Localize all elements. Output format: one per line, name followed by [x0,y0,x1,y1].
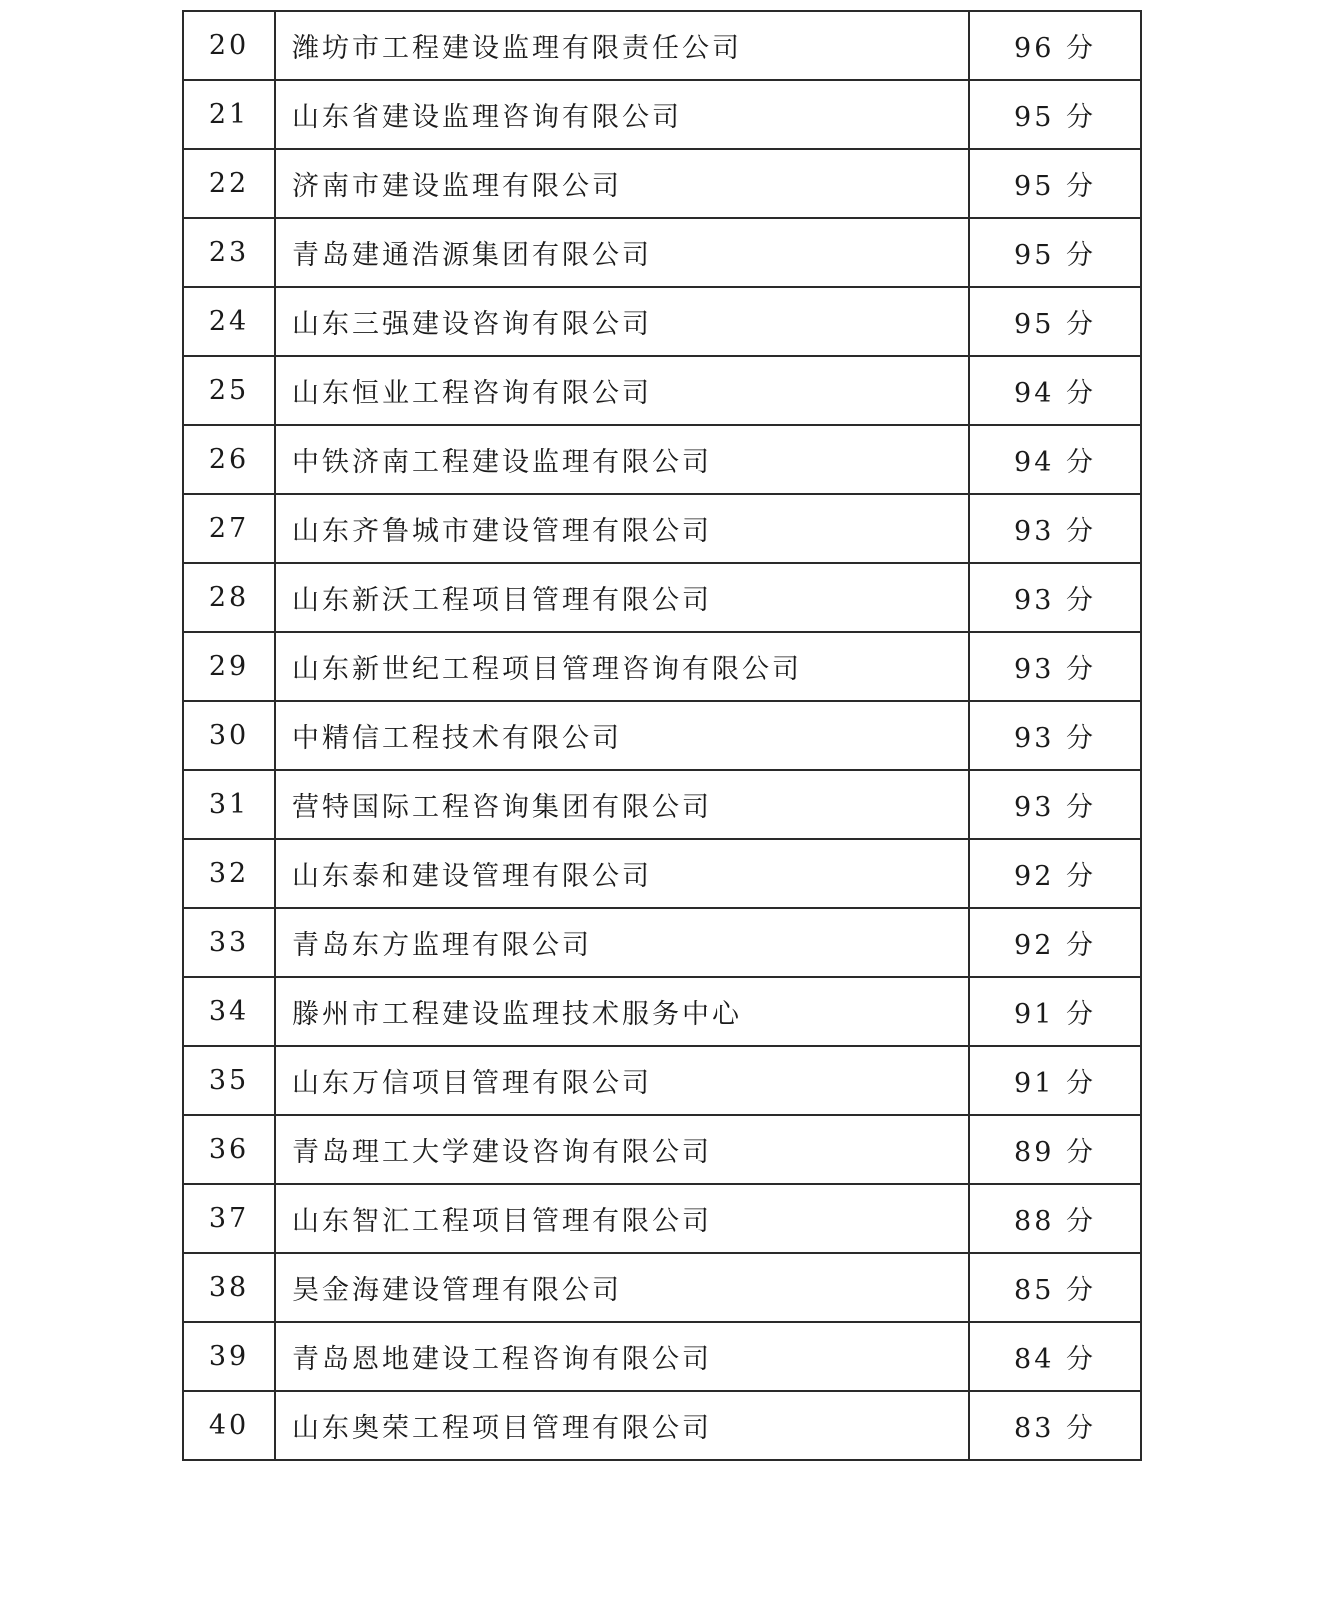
row-number: 27 [183,494,275,563]
company-name: 滕州市工程建设监理技术服务中心 [275,977,969,1046]
score: 91 分 [969,1046,1141,1115]
table-row [183,425,1141,494]
company-name: 青岛东方监理有限公司 [275,908,969,977]
row-number: 35 [183,1046,275,1115]
score-table [182,10,1142,1461]
score: 95 分 [969,218,1141,287]
row-number: 20 [183,11,275,80]
score: 93 分 [969,494,1141,563]
company-name: 山东万信项目管理有限公司 [275,1046,969,1115]
company-name: 昊金海建设管理有限公司 [275,1253,969,1322]
row-number: 30 [183,701,275,770]
table-body [183,11,1141,1460]
score: 88 分 [969,1184,1141,1253]
company-name: 青岛理工大学建设咨询有限公司 [275,1115,969,1184]
company-name: 中铁济南工程建设监理有限公司 [275,425,969,494]
row-number: 33 [183,908,275,977]
score: 93 分 [969,701,1141,770]
table-row [183,1322,1141,1391]
table-row [183,770,1141,839]
table-row [183,977,1141,1046]
row-number: 29 [183,632,275,701]
company-name: 山东恒业工程咨询有限公司 [275,356,969,425]
table-row [183,11,1141,80]
score: 94 分 [969,425,1141,494]
score: 83 分 [969,1391,1141,1460]
score: 95 分 [969,80,1141,149]
row-number: 23 [183,218,275,287]
score: 92 分 [969,908,1141,977]
table-row [183,632,1141,701]
row-number: 36 [183,1115,275,1184]
score: 96 分 [969,11,1141,80]
company-name: 山东智汇工程项目管理有限公司 [275,1184,969,1253]
score: 92 分 [969,839,1141,908]
company-name: 中精信工程技术有限公司 [275,701,969,770]
row-number: 34 [183,977,275,1046]
score: 91 分 [969,977,1141,1046]
company-name: 山东泰和建设管理有限公司 [275,839,969,908]
score: 93 分 [969,563,1141,632]
score: 89 分 [969,1115,1141,1184]
row-number: 28 [183,563,275,632]
table-row [183,218,1141,287]
table-row [183,1184,1141,1253]
score: 93 分 [969,770,1141,839]
table-row [183,494,1141,563]
row-number: 39 [183,1322,275,1391]
table-row [183,1046,1141,1115]
row-number: 38 [183,1253,275,1322]
row-number: 37 [183,1184,275,1253]
company-name: 山东新沃工程项目管理有限公司 [275,563,969,632]
table-row [183,1115,1141,1184]
row-number: 24 [183,287,275,356]
table-row [183,839,1141,908]
table-row [183,563,1141,632]
row-number: 21 [183,80,275,149]
row-number: 32 [183,839,275,908]
table-row [183,287,1141,356]
score: 95 分 [969,287,1141,356]
score: 94 分 [969,356,1141,425]
table-row [183,1391,1141,1460]
company-name: 山东三强建设咨询有限公司 [275,287,969,356]
company-name: 潍坊市工程建设监理有限责任公司 [275,11,969,80]
score: 93 分 [969,632,1141,701]
row-number: 22 [183,149,275,218]
company-name: 营特国际工程咨询集团有限公司 [275,770,969,839]
row-number: 25 [183,356,275,425]
company-name: 山东新世纪工程项目管理咨询有限公司 [275,632,969,701]
table-row [183,149,1141,218]
company-name: 青岛恩地建设工程咨询有限公司 [275,1322,969,1391]
row-number: 26 [183,425,275,494]
row-number: 31 [183,770,275,839]
table-row [183,908,1141,977]
score: 95 分 [969,149,1141,218]
table-row [183,1253,1141,1322]
row-number: 40 [183,1391,275,1460]
company-name: 青岛建通浩源集团有限公司 [275,218,969,287]
table-row [183,80,1141,149]
table-row [183,701,1141,770]
score: 85 分 [969,1253,1141,1322]
company-name: 济南市建设监理有限公司 [275,149,969,218]
table-row [183,356,1141,425]
company-name: 山东齐鲁城市建设管理有限公司 [275,494,969,563]
score: 84 分 [969,1322,1141,1391]
company-name: 山东奥荣工程项目管理有限公司 [275,1391,969,1460]
company-name: 山东省建设监理咨询有限公司 [275,80,969,149]
